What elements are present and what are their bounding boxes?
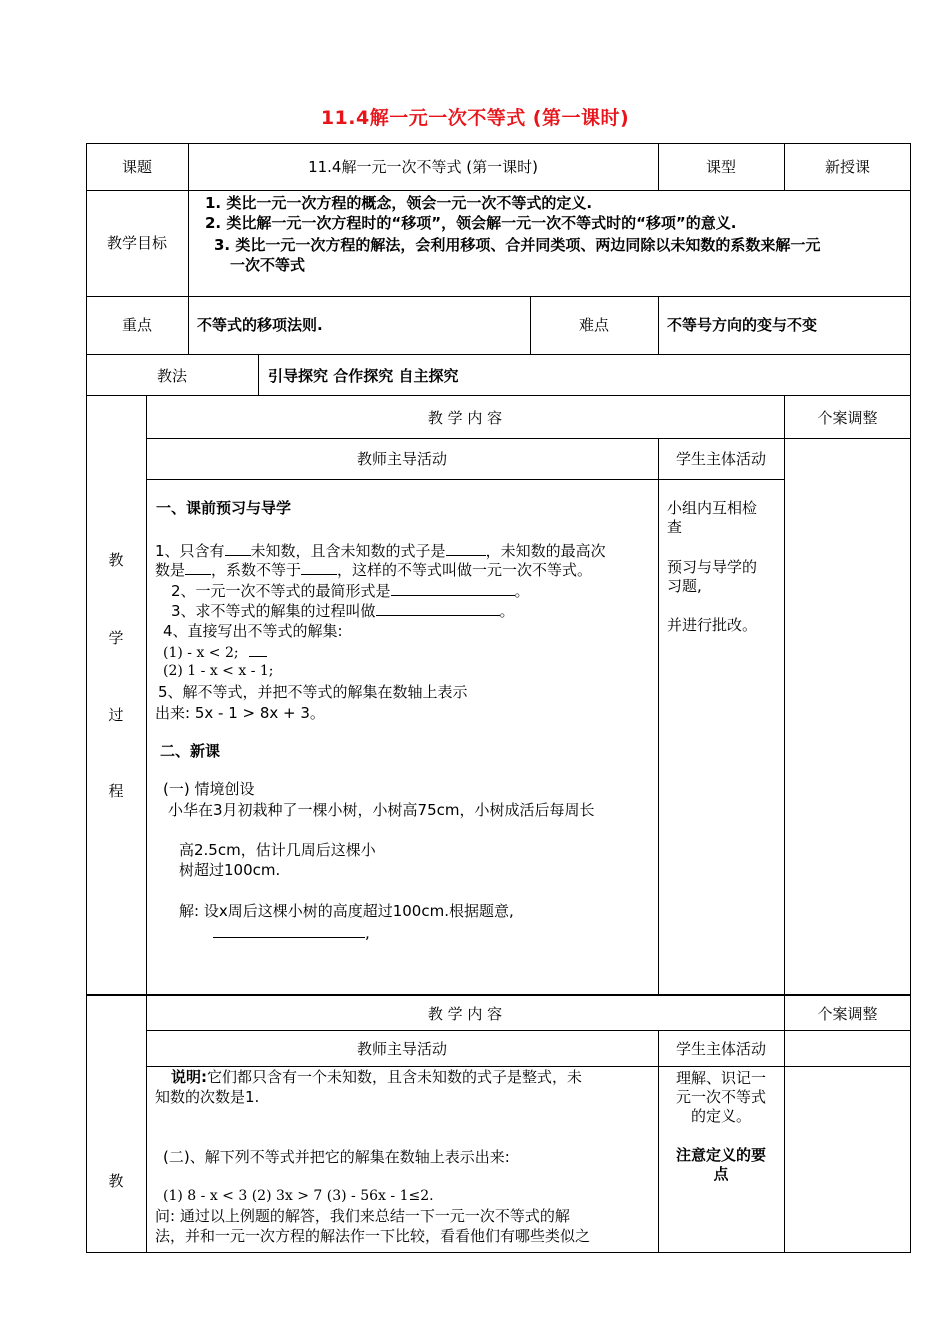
fill-blank[interactable] (185, 559, 211, 575)
row-divider (146, 1030, 911, 1031)
fill-blank[interactable] (213, 922, 365, 938)
q2-end: 。 (514, 582, 530, 600)
student-activity: 查 (667, 518, 683, 536)
key-label: 重点 (121, 316, 152, 334)
scenario-line-2: 高2.5cm，估计几周后这棵小 (179, 841, 376, 859)
key-value: 不等式的移项法则. (197, 316, 323, 334)
adjust-header: 个案调整 (817, 1005, 878, 1023)
row-divider (86, 354, 911, 355)
question-5-line-1: 5、解不等式，并把不等式的解集在数轴上表示 (158, 683, 468, 701)
student-activity: 的定义。 (690, 1107, 751, 1125)
scenario-line-4: 解: 设x周后这棵小树的高度超过100cm.根据题意, (179, 902, 514, 920)
col-divider (146, 995, 147, 1253)
student-activity-emphasis: 注意定义的要 (675, 1146, 766, 1164)
fill-blank[interactable] (249, 641, 267, 657)
part2-equations: (1) 8 - x < 3 (2) 3x > 7 (3) - 56x - 1≤2. (163, 1188, 434, 1204)
scenario-comma: , (365, 924, 370, 942)
student-activity: 并进行批改。 (667, 616, 758, 634)
page-title: 11.4解一元一次不等式 (第一课时) (320, 107, 630, 129)
process-char: 教 (108, 1172, 124, 1190)
q3-text: 3、求不等式的解集的过程叫做 (171, 602, 376, 620)
type-value: 新授课 (824, 158, 870, 176)
adjust-header: 个案调整 (817, 409, 878, 427)
process-char: 学 (108, 629, 124, 647)
fill-blank[interactable] (301, 559, 337, 575)
col-divider (658, 296, 659, 354)
question-4: 4、直接写出不等式的解集: (163, 622, 343, 640)
process-char: 程 (108, 782, 124, 800)
topic-label: 课题 (121, 158, 152, 176)
q1-part: ，这样的不等式叫做一元一次不等式。 (337, 561, 593, 579)
teacher-header: 教师主导活动 (356, 450, 447, 468)
col-divider (146, 395, 147, 995)
col-divider (784, 995, 785, 1253)
topic-value: 11.4解一元一次不等式 (第一课时) (308, 158, 538, 176)
heading-preview: 一、课前预习与导学 (156, 499, 292, 517)
q1-part: ，系数不等于 (211, 561, 302, 579)
objective-1: 1. 类比一元一次方程的概念，领会一元一次不等式的定义. (205, 194, 593, 212)
student-activity: 理解、识记一 (675, 1069, 766, 1087)
ask-line-2: 法，并和一元一次方程的解法作一下比较，看看他们有哪些类似之 (155, 1227, 591, 1245)
q1-part: 未知数，且含未知数的式子是 (250, 542, 446, 560)
objective-3-cont: 一次不等式 (230, 256, 306, 274)
question-4-2: (2) 1 - x < x - 1; (163, 663, 274, 679)
q2-text: 2、一元一次不等式的最简形式是 (171, 582, 391, 600)
student-header: 学生主体活动 (675, 1040, 766, 1058)
q1-part: 1、只含有 (155, 542, 225, 560)
content-header: 教 学 内 容 (427, 1005, 503, 1023)
content-header: 教 学 内 容 (427, 409, 503, 427)
process-char: 过 (108, 706, 124, 724)
row-divider (146, 479, 785, 480)
student-activity: 小组内互相检 (667, 499, 758, 517)
question-1-line-2 (155, 559, 592, 580)
question-2 (171, 580, 530, 601)
q1-part: 数是 (155, 561, 186, 579)
scenario-title: (一) 情境创设 (163, 780, 255, 798)
note-text: 它们都只含有一个未知数，且含未知数的式子是整式，未 (207, 1068, 583, 1086)
objective-2: 2. 类比解一元一次方程时的“移项”，领会解一元一次不等式时的“移项”的意义. (205, 214, 737, 232)
question-1-line-1 (155, 540, 606, 561)
difficulty-value: 不等号方向的变与不变 (667, 316, 818, 334)
objectives-label: 教学目标 (106, 234, 167, 252)
fill-blank[interactable] (376, 600, 500, 616)
col-divider (784, 395, 785, 995)
fill-blank[interactable] (391, 580, 515, 596)
teacher-header: 教师主导活动 (356, 1040, 447, 1058)
objective-3: 3. 类比一元一次方程的解法，会利用移项、合并同类项、两边同除以未知数的系数来解一元 (214, 236, 821, 254)
method-value: 引导探究 合作探究 自主探究 (268, 367, 459, 385)
row-divider (86, 190, 911, 191)
student-header: 学生主体活动 (675, 450, 766, 468)
col-divider (258, 354, 259, 395)
scenario-line-3: 树超过100cm. (179, 861, 281, 879)
student-activity: 元一次不等式 (675, 1088, 766, 1106)
student-activity: 习题, (667, 577, 702, 595)
q3-end: 。 (499, 602, 515, 620)
type-label: 课型 (705, 158, 736, 176)
difficulty-label: 难点 (578, 316, 609, 334)
col-divider (658, 438, 659, 995)
question-5-line-2: 出来: 5x - 1 > 8x + 3。 (155, 704, 325, 722)
row-divider (146, 438, 911, 439)
row-divider (86, 296, 911, 297)
note-label: 说明: (171, 1068, 207, 1086)
process-char: 教 (108, 551, 124, 569)
scenario-line-1: 小华在3月初栽种了一棵小树，小树高75cm，小树成活后每周长 (168, 801, 595, 819)
fill-blank[interactable] (225, 540, 251, 556)
col-divider (658, 1030, 659, 1253)
part2-title: (二)、解下列不等式并把它的解集在数轴上表示出来: (163, 1148, 510, 1166)
question-3 (171, 600, 515, 621)
q4-eq: (1) - x < 2; (163, 645, 239, 661)
ask-line-1: 问: 通过以上例题的解答，我们来总结一下一元一次不等式的解 (155, 1207, 570, 1225)
question-4-1 (163, 641, 267, 663)
scenario-line-5 (213, 922, 370, 943)
note-line-2: 知数的次数是1. (155, 1088, 260, 1106)
student-activity: 预习与导学的 (667, 558, 758, 576)
heading-new-lesson: 二、新课 (160, 742, 221, 760)
row-divider (86, 395, 911, 396)
method-label: 教法 (156, 367, 187, 385)
fill-blank[interactable] (446, 540, 486, 556)
student-activity-emphasis: 点 (713, 1165, 729, 1183)
note-line-1 (171, 1067, 582, 1087)
q1-part: ，未知数的最高次 (485, 542, 606, 560)
